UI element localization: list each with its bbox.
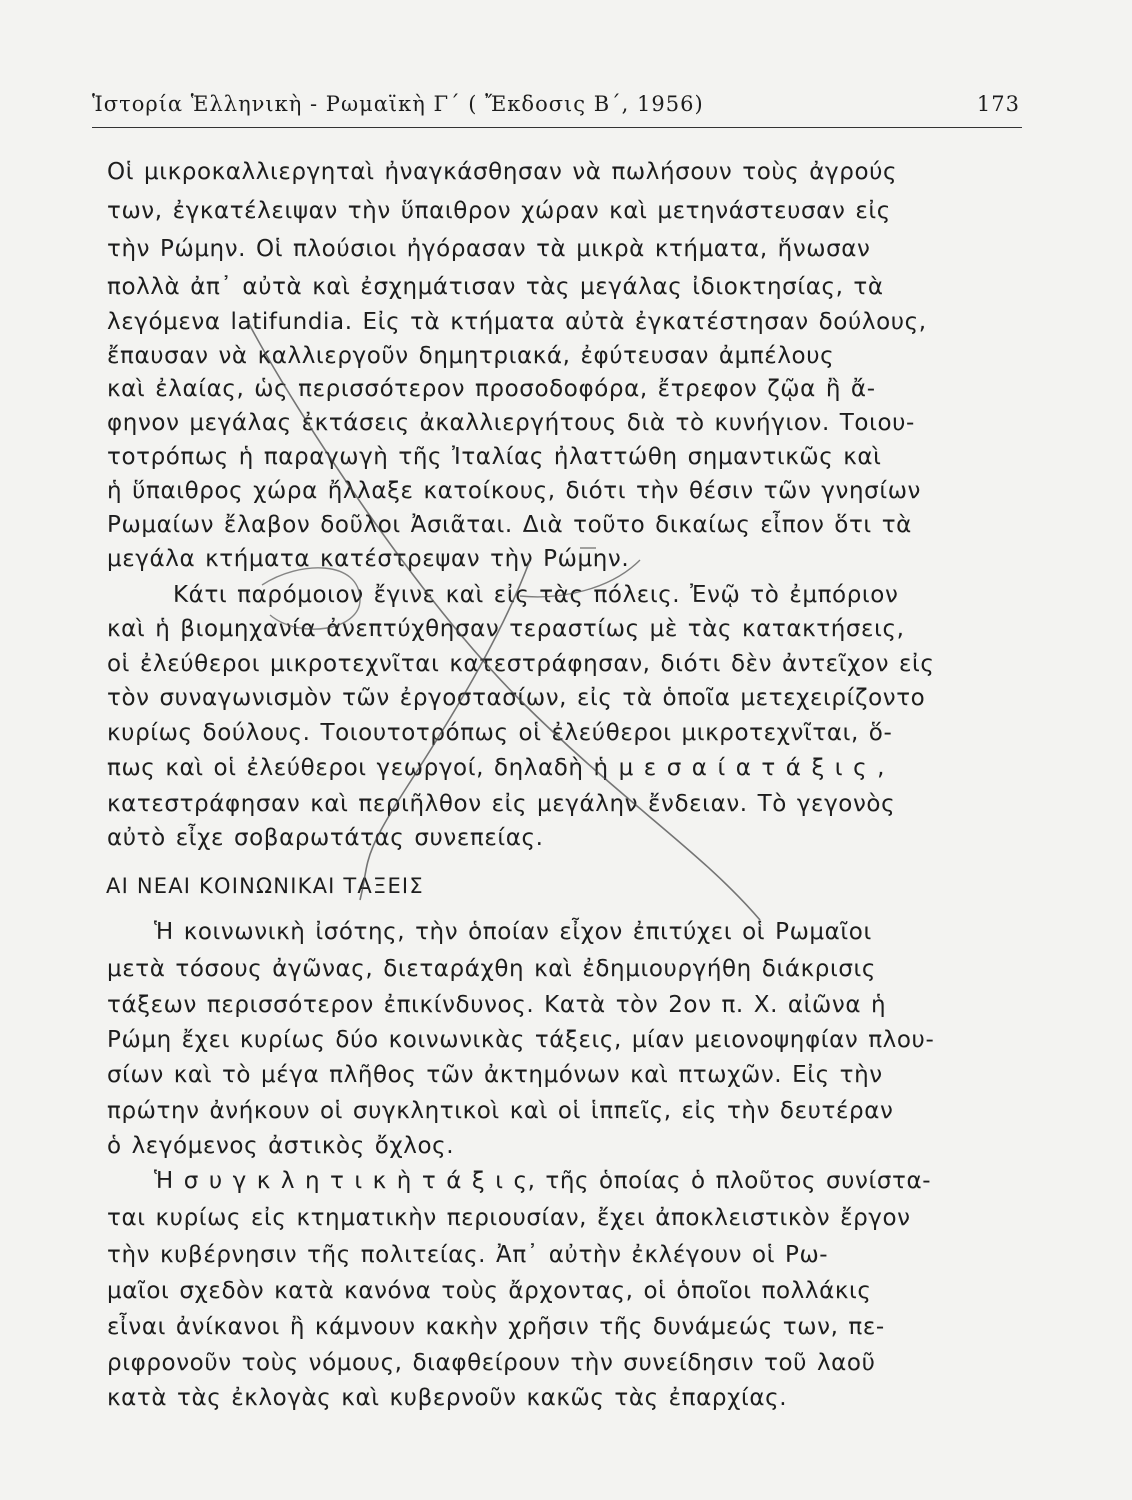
text-line: Ἡ κοινωνικὴ ἰσότης, τὴν ὁποίαν εἶχον ἐπιτύχει οἱ Ρωμαῖοι	[154, 919, 872, 945]
text-line: εἶναι ἀνίκανοι ἢ κάμνουν κακὴν χρῆσιν τῆς δυνάμεώς των, πε-	[107, 1314, 885, 1340]
header-rule	[92, 127, 1022, 128]
text-line: ριφρονοῦν τοὺς νόμους, διαφθείρουν τὴν συνείδησιν τοῦ λαοῦ	[107, 1350, 876, 1376]
text-line: καὶ ἡ βιομηχανία ἀνεπτύχθησαν τεραστίως μὲ τὰς κατακτήσεις,	[107, 616, 905, 642]
text-line: κατεστράφησαν καὶ περιῆλθον εἰς μεγάλην ἔνδειαν. Τὸ γεγονὸς	[107, 791, 896, 817]
text-line: σίων καὶ τὸ μέγα πλῆθος τῶν ἀκτημόνων καὶ πτωχῶν. Εἰς τὴν	[107, 1062, 883, 1088]
text-line: λεγόμενα latifundia. Εἰς τὰ κτήματα αὐτὰ ἐγκατέστησαν δούλους,	[107, 309, 927, 335]
text-line: τὴν Ρώμην. Οἱ πλούσιοι ἠγόρασαν τὰ μικρὰ κτήματα, ἥνωσαν	[107, 236, 871, 262]
text-line: μεγάλα κτήματα κατέστρεψαν τὴν Ρώμην.	[107, 546, 630, 572]
text-line: πρώτην ἀνήκουν οἱ συγκλητικοὶ καὶ οἱ ἱππεῖς, εἰς τὴν δευτέραν	[107, 1098, 894, 1124]
text-line: αὐτὸ εἶχε σοβαρωτάτας συνεπείας.	[107, 825, 544, 851]
section-heading: ΑΙ ΝΕΑΙ ΚΟΙΝΩΝΙΚΑΙ ΤΑΞΕΙΣ	[106, 874, 424, 898]
text-line: ὁ λεγόμενος ἀστικὸς ὄχλος.	[107, 1133, 455, 1159]
text-line: τὴν κυβέρνησιν τῆς πολιτείας. Ἀπ᾽ αὐτὴν ἐκλέγουν οἱ Ρω-	[107, 1242, 829, 1268]
running-title: Ἱστορία Ἑλληνικὴ - Ρωμαϊκὴ Γ΄ ( Ἔκδοσις Β΄, 1956)	[92, 92, 704, 116]
text-line: Ρωμαίων ἔλαβον δοῦλοι Ἀσιᾶται. Διὰ τοῦτο δικαίως εἶπον ὅτι τὰ	[107, 512, 912, 538]
text-line: τάξεων περισσότερον ἐπικίνδυνος. Κατὰ τὸν 2ον π. Χ. αἰῶνα ἡ	[107, 992, 887, 1018]
text-line: οἱ ἐλεύθεροι μικροτεχνῖται κατεστράφησαν, διότι δὲν ἀντεῖχον εἰς	[107, 651, 935, 677]
text-line: τοτρόπως ἡ παραγωγὴ τῆς Ἰταλίας ἠλαττώθη σημαντικῶς καὶ	[107, 444, 882, 470]
text-line: μαῖοι σχεδὸν κατὰ κανόνα τοὺς ἄρχοντας, οἱ ὁποῖοι πολλάκις	[107, 1278, 872, 1304]
text-line: Κάτι παρόμοιον ἔγινε καὶ εἰς τὰς πόλεις. Ἐνῷ τὸ ἐμπόριον	[173, 582, 899, 608]
text-line: κατὰ τὰς ἐκλογὰς καὶ κυβερνοῦν κακῶς τὰς ἐπαρχίας.	[107, 1385, 788, 1411]
text-line: κυρίως δούλους. Τοιουτοτρόπως οἱ ἐλεύθεροι μικροτεχνῖται, ὅ-	[107, 720, 893, 746]
text-line: Ρώμη ἔχει κυρίως δύο κοινωνικὰς τάξεις, μίαν μειονοψηφίαν πλου-	[107, 1027, 935, 1053]
page-number: 173	[976, 92, 1020, 116]
text-line: ται κυρίως εἰς κτηματικὴν περιουσίαν, ἔχει ἀποκλειστικὸν ἔργον	[107, 1205, 911, 1231]
text-line: τὸν συναγωνισμὸν τῶν ἐργοστασίων, εἰς τὰ ὁποῖα μετεχειρίζοντο	[107, 685, 926, 711]
text-line: μετὰ τόσους ἀγῶνας, διεταράχθη καὶ ἐδημιουργήθη διάκρισις	[107, 956, 876, 982]
text-line: ἔπαυσαν νὰ καλλιεργοῦν δημητριακά, ἐφύτευσαν ἀμπέλους	[107, 343, 835, 369]
text-line: πως καὶ οἱ ἐλεύθεροι γεωργοί, δηλαδὴ ἡ μ ε σ α ί α τ ά ξ ι ς ,	[107, 755, 886, 781]
text-line: Οἱ μικροκαλλιεργηταὶ ἠναγκάσθησαν νὰ πωλήσουν τοὺς ἀγρούς	[107, 159, 898, 185]
running-header	[92, 92, 1022, 122]
text-line: καὶ ἐλαίας, ὡς περισσότερον προσοδοφόρα, ἔτρεφον ζῷα ἢ ἄ-	[107, 376, 876, 402]
text-line: φηνον μεγάλας ἐκτάσεις ἀκαλλιεργήτους διὰ τὸ κυνήγιον. Τοιου-	[107, 410, 915, 436]
text-line: ἡ ὕπαιθρος χώρα ἤλλαξε κατοίκους, διότι τὴν θέσιν τῶν γνησίων	[107, 478, 922, 504]
text-line: των, ἐγκατέλειψαν τὴν ὕπαιθρον χώραν καὶ μετηνάστευσαν εἰς	[107, 198, 891, 224]
text-line: Ἡ σ υ γ κ λ η τ ι κ ὴ τ ά ξ ι ς, τῆς ὁποίας ὁ πλοῦτος συνίστα-	[154, 1168, 932, 1194]
text-line: πολλὰ ἀπ᾽ αὐτὰ καὶ ἐσχημάτισαν τὰς μεγάλας ἰδιοκτησίας, τὰ	[107, 274, 884, 300]
